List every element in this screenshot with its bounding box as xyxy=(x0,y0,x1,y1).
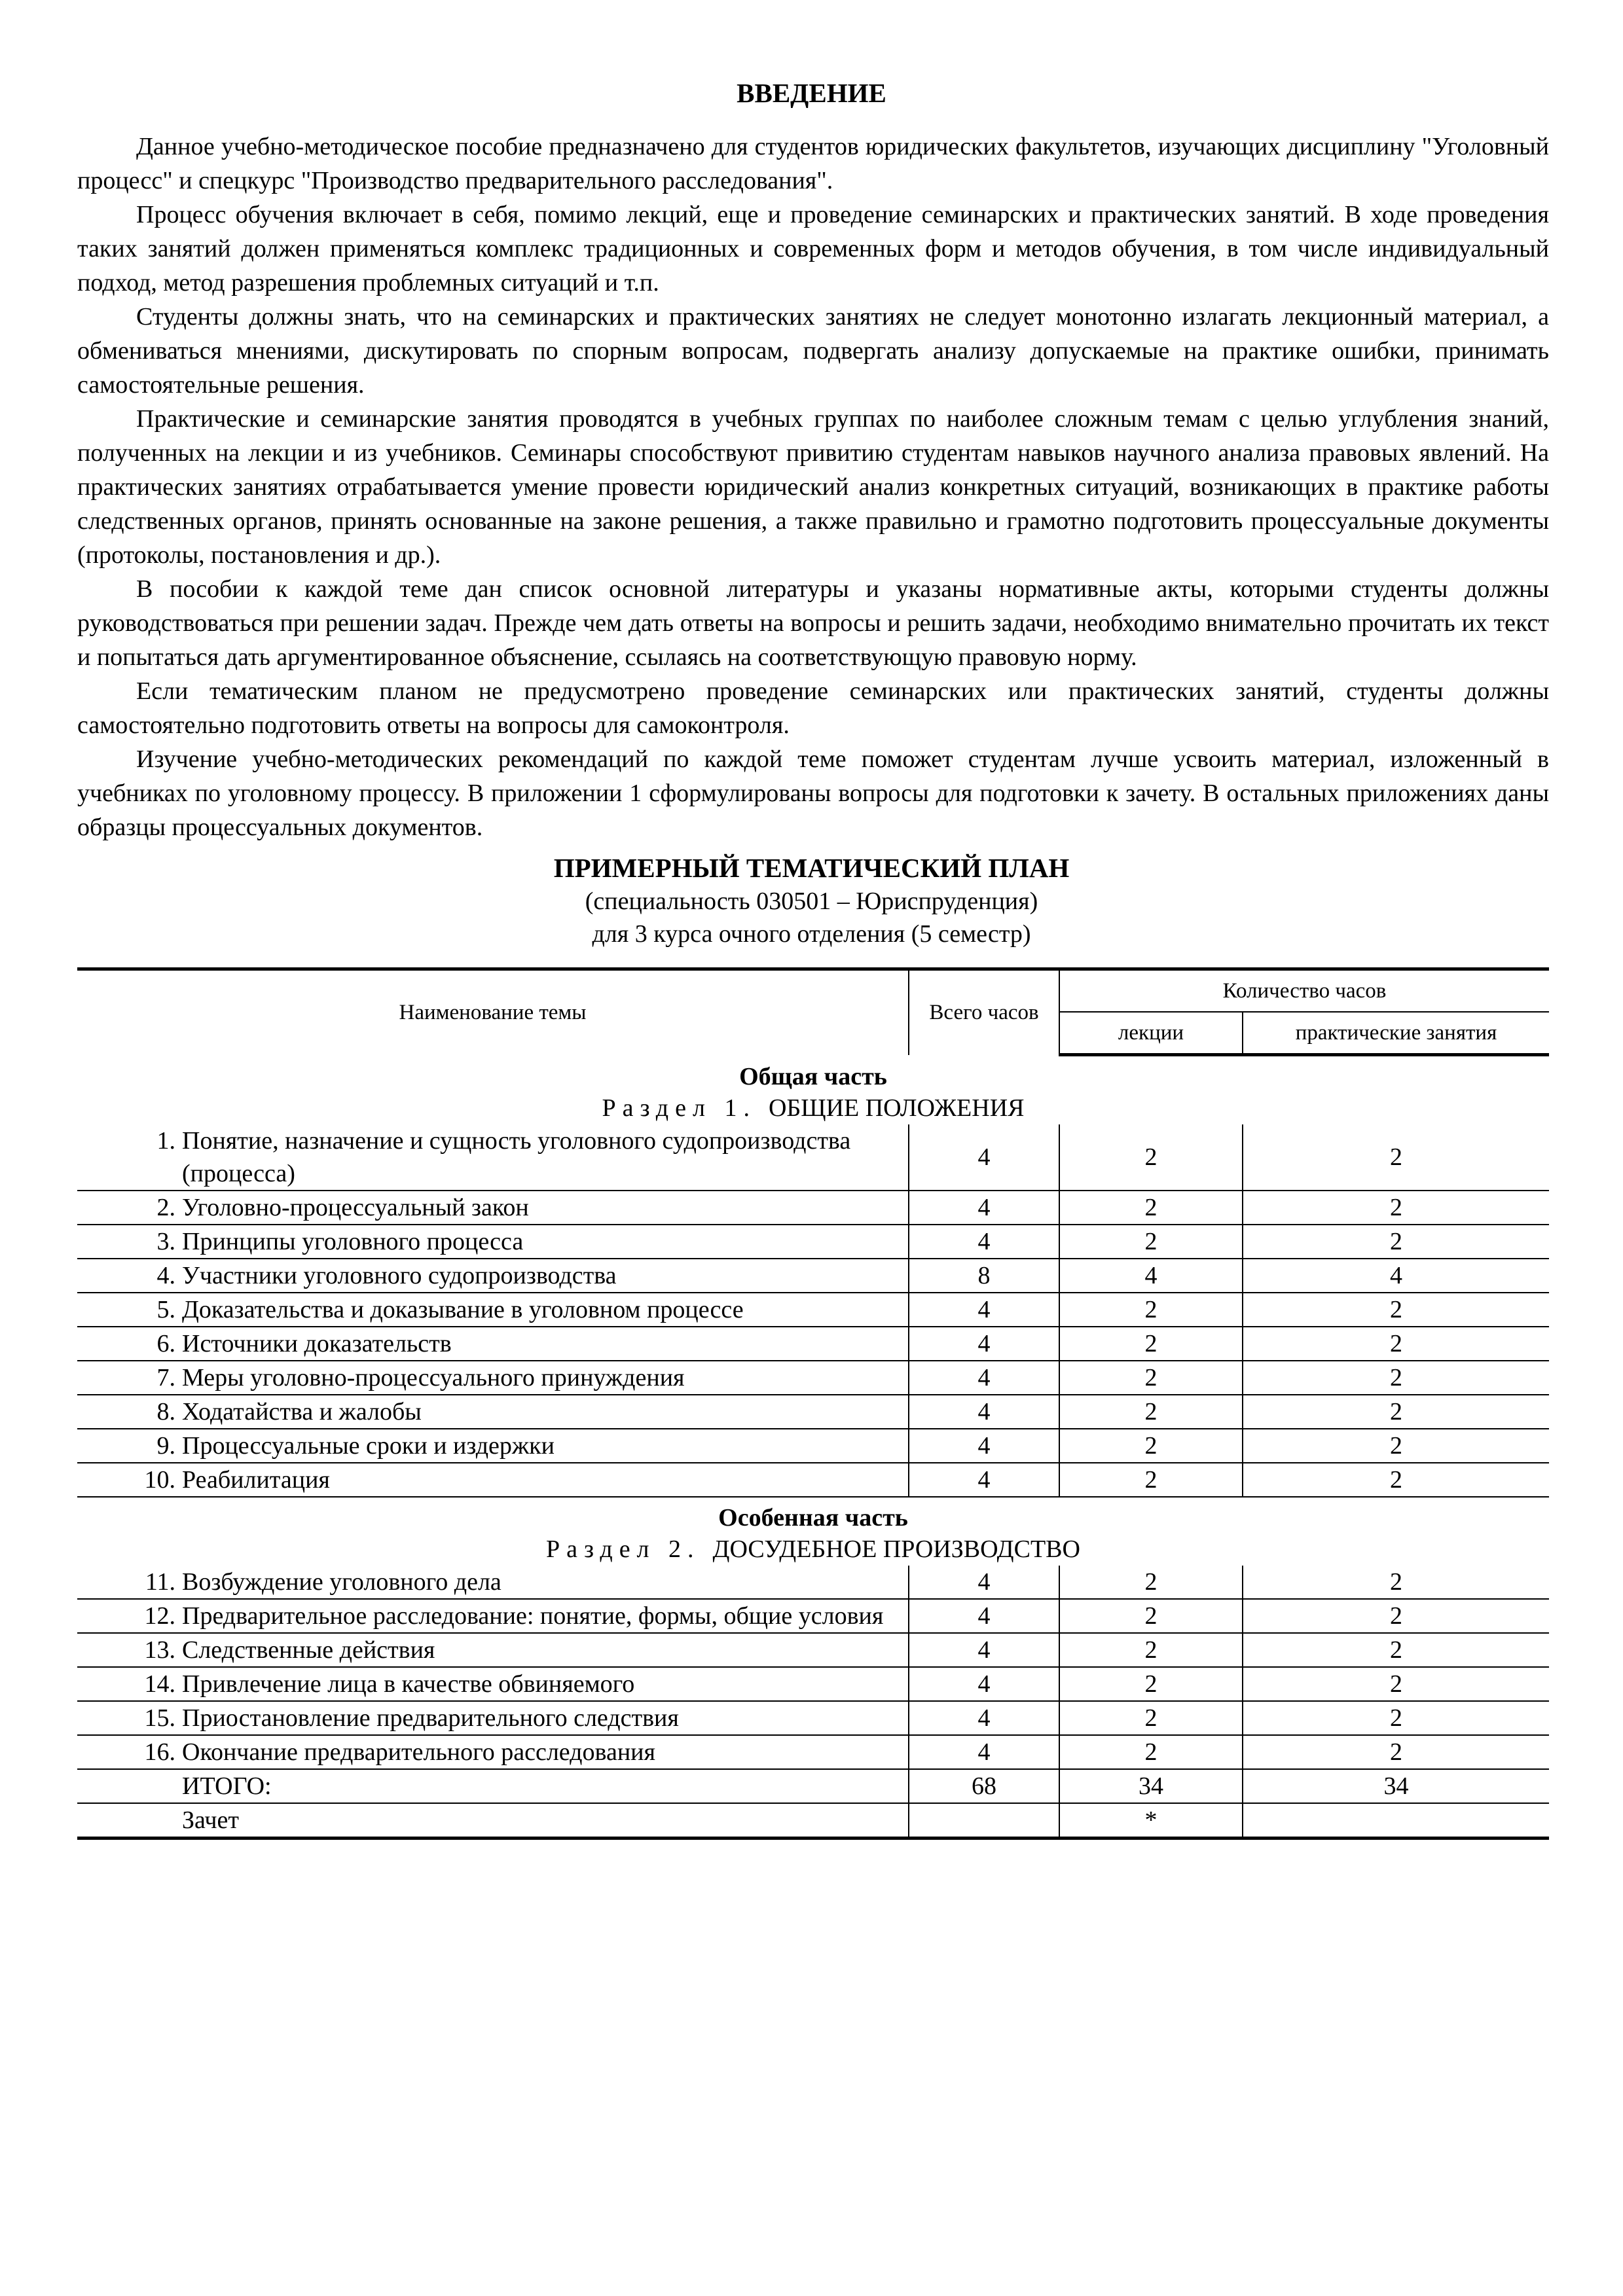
intro-paragraph: Студенты должны знать, что на семинарских и практических занятиях не следует монотонно излагать лекционный материал, а обмениваться мнениями, дискутировать по спорным вопросам, подвергать анализу допускаемые на практике ошибки, принимать самостоятельные решения. xyxy=(77,303,1549,399)
topic-lecture-hours: 2 xyxy=(1059,1225,1243,1259)
topic-row xyxy=(77,1667,1549,1701)
topic-name-cell xyxy=(77,1429,909,1463)
topic-number: 15. xyxy=(144,1704,175,1732)
topic-lecture-hours: 2 xyxy=(1059,1701,1243,1735)
part-title-general: Общая часть xyxy=(739,1063,887,1090)
credit-lectures: * xyxy=(1059,1803,1243,1839)
totals-practice: 34 xyxy=(1243,1769,1549,1803)
topic-title: Меры уголовно-процессуального принуждения xyxy=(182,1364,685,1391)
topic-practice-hours: 2 xyxy=(1243,1124,1549,1191)
topic-title: Окончание предварительного расследования xyxy=(182,1738,655,1766)
topic-number: 6. xyxy=(156,1330,175,1357)
section-2-prefix: Раздел 2. xyxy=(546,1535,701,1563)
topic-title: Уголовно-процессуальный закон xyxy=(182,1194,529,1221)
topic-practice-hours: 2 xyxy=(1243,1327,1549,1361)
topic-title: Понятие, назначение и сущность уголовного судопроизводства (процесса) xyxy=(182,1127,851,1187)
topic-total-hours: 4 xyxy=(909,1633,1059,1667)
topic-practice-hours: 2 xyxy=(1243,1225,1549,1259)
topic-practice-hours: 2 xyxy=(1243,1463,1549,1497)
topic-title: Ходатайства и жалобы xyxy=(182,1398,422,1426)
topic-name-cell xyxy=(77,1566,909,1599)
topic-total-hours: 4 xyxy=(909,1463,1059,1497)
column-header-name: Наименование темы xyxy=(77,969,909,1055)
topic-practice-hours: 2 xyxy=(1243,1633,1549,1667)
topic-number: 16. xyxy=(144,1738,175,1766)
topic-lecture-hours: 2 xyxy=(1059,1395,1243,1429)
topic-number: 4. xyxy=(156,1262,175,1289)
topic-total-hours: 4 xyxy=(909,1395,1059,1429)
topic-title: Источники доказательств xyxy=(182,1330,452,1357)
topic-total-hours: 4 xyxy=(909,1667,1059,1701)
topic-practice-hours: 2 xyxy=(1243,1361,1549,1395)
topic-row xyxy=(77,1293,1549,1327)
part-title-special: Особенная часть xyxy=(718,1504,908,1532)
topic-name-cell xyxy=(77,1667,909,1701)
intro-paragraph: В пособии к каждой теме дан список основной литературы и указаны нормативные акты, которыми студенты должны руководствоваться при решении задач. Прежде чем дать ответы на вопросы и решить задачи, необходимо внимательно прочитать их текст и попытаться дать аргументированное объяснение, ссылаясь на соответствующую правовую норму. xyxy=(77,575,1549,671)
credit-row xyxy=(77,1803,1549,1839)
intro-paragraph: Процесс обучения включает в себя, помимо лекций, еще и проведение семинарских и практических занятий. В ходе проведения таких занятий должен применяться комплекс традиционных и современных форм и методов обучения, в том числе индивидуальный подход, метод разрешения проблемных ситуаций и т.п. xyxy=(77,201,1549,296)
topic-row xyxy=(77,1701,1549,1735)
topic-total-hours: 4 xyxy=(909,1293,1059,1327)
topic-practice-hours: 2 xyxy=(1243,1735,1549,1769)
topic-title: Доказательства и доказывание в уголовном процессе xyxy=(182,1296,744,1323)
topic-row xyxy=(77,1633,1549,1667)
plan-header xyxy=(0,851,1623,950)
topic-row xyxy=(77,1429,1549,1463)
topic-number: 1. xyxy=(156,1127,175,1155)
topic-practice-hours: 2 xyxy=(1243,1395,1549,1429)
topic-name-cell xyxy=(77,1633,909,1667)
topic-row xyxy=(77,1395,1549,1429)
topic-name-cell xyxy=(77,1395,909,1429)
topic-number: 5. xyxy=(156,1296,175,1323)
topic-number: 9. xyxy=(156,1432,175,1460)
totals-row xyxy=(77,1769,1549,1803)
topic-total-hours: 4 xyxy=(909,1599,1059,1633)
topic-practice-hours: 2 xyxy=(1243,1191,1549,1225)
topic-number: 7. xyxy=(156,1364,175,1391)
topic-number: 2. xyxy=(156,1194,175,1221)
section-2-name: ДОСУДЕБНОЕ ПРОИЗВОДСТВО xyxy=(712,1535,1080,1563)
topic-practice-hours: 2 xyxy=(1243,1429,1549,1463)
topic-row xyxy=(77,1327,1549,1361)
topic-row xyxy=(77,1599,1549,1633)
topic-row xyxy=(77,1191,1549,1225)
section-1-prefix: Раздел 1. xyxy=(602,1094,756,1122)
topic-lecture-hours: 2 xyxy=(1059,1633,1243,1667)
topic-practice-hours: 2 xyxy=(1243,1667,1549,1701)
topic-name-cell xyxy=(77,1701,909,1735)
topic-total-hours: 4 xyxy=(909,1191,1059,1225)
section-1-name: ОБЩИЕ ПОЛОЖЕНИЯ xyxy=(768,1094,1025,1122)
column-header-total: Всего часов xyxy=(909,969,1059,1055)
topic-practice-hours: 4 xyxy=(1243,1259,1549,1293)
intro-paragraph: Практические и семинарские занятия проводятся в учебных группах по наиболее сложным темам с целью углубления знаний, полученных на лекции и из учебников. Семинары способствуют привитию студентам навыков научного анализа правовых явлений. На практических занятиях отрабатывается умение провести юридический анализ конкретных ситуаций, возникающих в практике работы следственных органов, принять основанные на законе решения, а также правильно и грамотно подготовить процессуальные документы (протоколы, постановления и др.). xyxy=(77,405,1549,569)
topic-lecture-hours: 2 xyxy=(1059,1124,1243,1191)
topic-title: Следственные действия xyxy=(182,1636,435,1664)
topic-total-hours: 4 xyxy=(909,1225,1059,1259)
totals-label: ИТОГО: xyxy=(77,1769,909,1803)
intro-paragraph: Изучение учебно-методических рекомендаций по каждой теме поможет студентам лучше усвоить материал, изложенный в учебниках по уголовному процессу. В приложении 1 сформулированы вопросы для подготовки к зачету. В остальных приложениях даны образцы процессуальных документов. xyxy=(77,745,1549,841)
section-1-title xyxy=(77,1092,1549,1124)
topic-total-hours: 4 xyxy=(909,1361,1059,1395)
topic-lecture-hours: 2 xyxy=(1059,1566,1243,1599)
topic-number: 10. xyxy=(144,1466,175,1494)
topic-name-cell xyxy=(77,1735,909,1769)
topic-lecture-hours: 2 xyxy=(1059,1327,1243,1361)
topic-row xyxy=(77,1225,1549,1259)
page-heading: ВВЕДЕНИЕ xyxy=(737,78,886,108)
column-header-practice: практические занятия xyxy=(1243,1012,1549,1055)
topic-number: 8. xyxy=(156,1398,175,1426)
credit-label: Зачет xyxy=(77,1803,909,1839)
intro-text xyxy=(77,130,1549,844)
topic-practice-hours: 2 xyxy=(1243,1701,1549,1735)
topic-lecture-hours: 2 xyxy=(1059,1191,1243,1225)
totals-lectures: 34 xyxy=(1059,1769,1243,1803)
topic-number: 13. xyxy=(144,1636,175,1664)
totals-total: 68 xyxy=(909,1769,1059,1803)
topic-row xyxy=(77,1124,1549,1191)
thematic-plan-table xyxy=(77,967,1549,1840)
plan-course: для 3 курса очного отделения (5 семестр) xyxy=(592,920,1031,948)
topic-number: 12. xyxy=(144,1602,175,1630)
topic-row xyxy=(77,1463,1549,1497)
topic-lecture-hours: 2 xyxy=(1059,1429,1243,1463)
topic-title: Реабилитация xyxy=(182,1466,330,1494)
topic-row xyxy=(77,1259,1549,1293)
topic-total-hours: 8 xyxy=(909,1259,1059,1293)
intro-paragraph: Данное учебно-методическое пособие предназначено для студентов юридических факультетов, изучающих дисциплину "Уголовный процесс" и спецкурс "Производство предварительного расследования". xyxy=(77,133,1549,194)
topic-total-hours: 4 xyxy=(909,1566,1059,1599)
topic-row xyxy=(77,1735,1549,1769)
topic-total-hours: 4 xyxy=(909,1701,1059,1735)
topic-total-hours: 4 xyxy=(909,1327,1059,1361)
topic-title: Предварительное расследование: понятие, формы, общие условия xyxy=(182,1602,884,1630)
plan-title: ПРИМЕРНЫЙ ТЕМАТИЧЕСКИЙ ПЛАН xyxy=(553,853,1070,883)
topic-name-cell xyxy=(77,1463,909,1497)
topic-lecture-hours: 4 xyxy=(1059,1259,1243,1293)
topic-lecture-hours: 2 xyxy=(1059,1293,1243,1327)
topic-lecture-hours: 2 xyxy=(1059,1361,1243,1395)
topic-row xyxy=(77,1361,1549,1395)
topic-name-cell xyxy=(77,1259,909,1293)
topic-lecture-hours: 2 xyxy=(1059,1667,1243,1701)
topic-number: 3. xyxy=(156,1228,175,1255)
topic-title: Приостановление предварительного следствия xyxy=(182,1704,679,1732)
topic-total-hours: 4 xyxy=(909,1735,1059,1769)
topic-name-cell xyxy=(77,1293,909,1327)
topic-name-cell xyxy=(77,1191,909,1225)
topic-name-cell xyxy=(77,1124,909,1191)
column-header-lectures: лекции xyxy=(1059,1012,1243,1055)
topic-row xyxy=(77,1566,1549,1599)
intro-paragraph: Если тематическим планом не предусмотрено проведение семинарских или практических занятий, студенты должны самостоятельно подготовить ответы на вопросы для самоконтроля. xyxy=(77,677,1549,739)
topic-lecture-hours: 2 xyxy=(1059,1735,1243,1769)
topic-total-hours: 4 xyxy=(909,1124,1059,1191)
topic-name-cell xyxy=(77,1599,909,1633)
topic-number: 14. xyxy=(144,1670,175,1698)
topic-total-hours: 4 xyxy=(909,1429,1059,1463)
topic-title: Участники уголовного судопроизводства xyxy=(182,1262,617,1289)
column-header-quantity: Количество часов xyxy=(1059,969,1549,1013)
topic-lecture-hours: 2 xyxy=(1059,1463,1243,1497)
topic-number: 11. xyxy=(145,1568,175,1596)
topic-title: Процессуальные сроки и издержки xyxy=(182,1432,555,1460)
topic-name-cell xyxy=(77,1327,909,1361)
topic-practice-hours: 2 xyxy=(1243,1293,1549,1327)
credit-total xyxy=(909,1803,1059,1839)
topic-lecture-hours: 2 xyxy=(1059,1599,1243,1633)
topic-practice-hours: 2 xyxy=(1243,1599,1549,1633)
topic-name-cell xyxy=(77,1361,909,1395)
topic-title: Принципы уголовного процесса xyxy=(182,1228,524,1255)
credit-practice xyxy=(1243,1803,1549,1839)
section-2-title xyxy=(77,1533,1549,1566)
topic-name-cell xyxy=(77,1225,909,1259)
topic-title: Привлечение лица в качестве обвиняемого xyxy=(182,1670,635,1698)
plan-specialty: (специальность 030501 – Юриспруденция) xyxy=(585,888,1038,915)
topic-practice-hours: 2 xyxy=(1243,1566,1549,1599)
topic-title: Возбуждение уголовного дела xyxy=(182,1568,501,1596)
